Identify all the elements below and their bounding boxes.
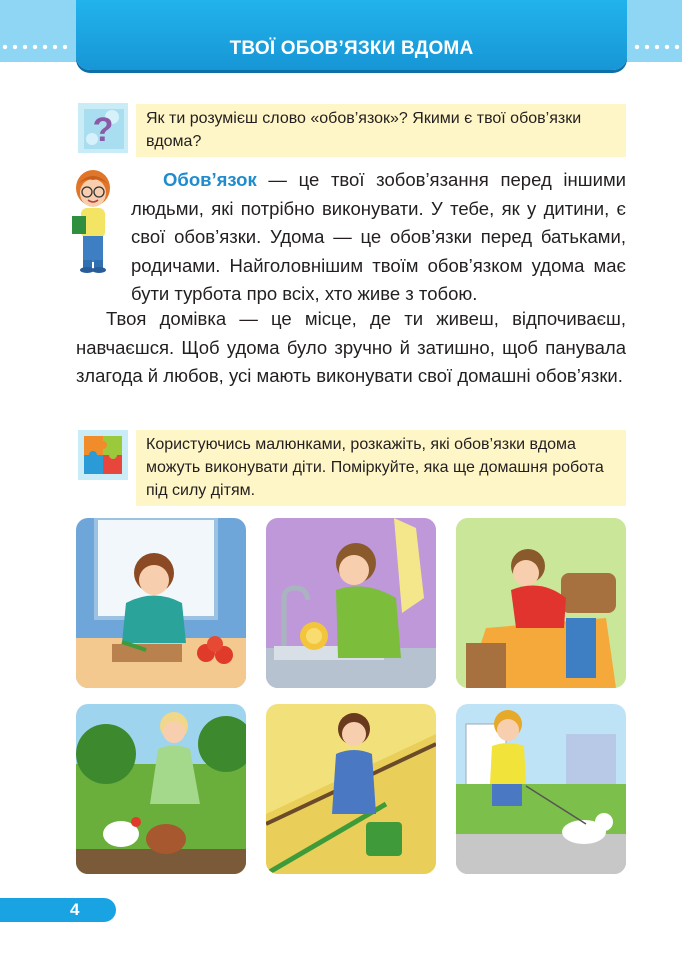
girl-cutting-vegetables-picture xyxy=(76,518,246,688)
page-number: 4 xyxy=(70,900,80,919)
boy-walking-dog-picture xyxy=(456,704,626,874)
girl-feeding-chickens-picture xyxy=(76,704,246,874)
question-icon xyxy=(78,103,128,153)
boy-washing-dishes-picture xyxy=(266,518,436,688)
definition-text: — це твої зобов’язання перед іншими людьми, які потрібно виконувати. У тебе, як у дитини, є свої обов’язки. Удома — це обов’язки перед батьками, родичами. Найголовнішим твоїм обов’язком удома має бути турбота про всіх, хто живе з тобою. xyxy=(131,169,626,304)
puzzle-icon xyxy=(78,430,128,480)
boy-making-bed-picture xyxy=(456,518,626,688)
page-number-tab xyxy=(0,898,116,922)
page-title: ТВОЇ ОБОВ’ЯЗКИ ВДОМА xyxy=(229,38,474,59)
girl-with-bucket-on-stairs-picture xyxy=(266,704,436,874)
svg-text:?: ? xyxy=(92,111,114,149)
definition-term: Обов’язок xyxy=(163,169,257,190)
pictures-task-box xyxy=(136,430,626,506)
dotted-line-right xyxy=(632,44,682,50)
boy-with-book-illustration xyxy=(66,168,120,274)
question-task-text: Як ти розумієш слово «обов’язок»? Якими є твої обов’язки вдома? xyxy=(146,110,582,150)
dotted-line-left xyxy=(0,44,72,50)
home-paragraph: Твоя домівка — це місце, де ти живеш, відпочиваєш, навчаєшся. Щоб удома було зручно й затишно, щоб панувала злагода й любов, усі мають виконувати свої домашні обов’язки. xyxy=(76,308,626,386)
pictures-task-text: Користуючись малюнками, розкажіть, які обов’язки вдома можуть виконувати діти. Поміркуйте, яка ще домашня робота під силу дітям. xyxy=(146,436,604,499)
question-task-box xyxy=(136,104,626,157)
chapter-header xyxy=(76,0,627,70)
definition-paragraph xyxy=(131,166,626,309)
